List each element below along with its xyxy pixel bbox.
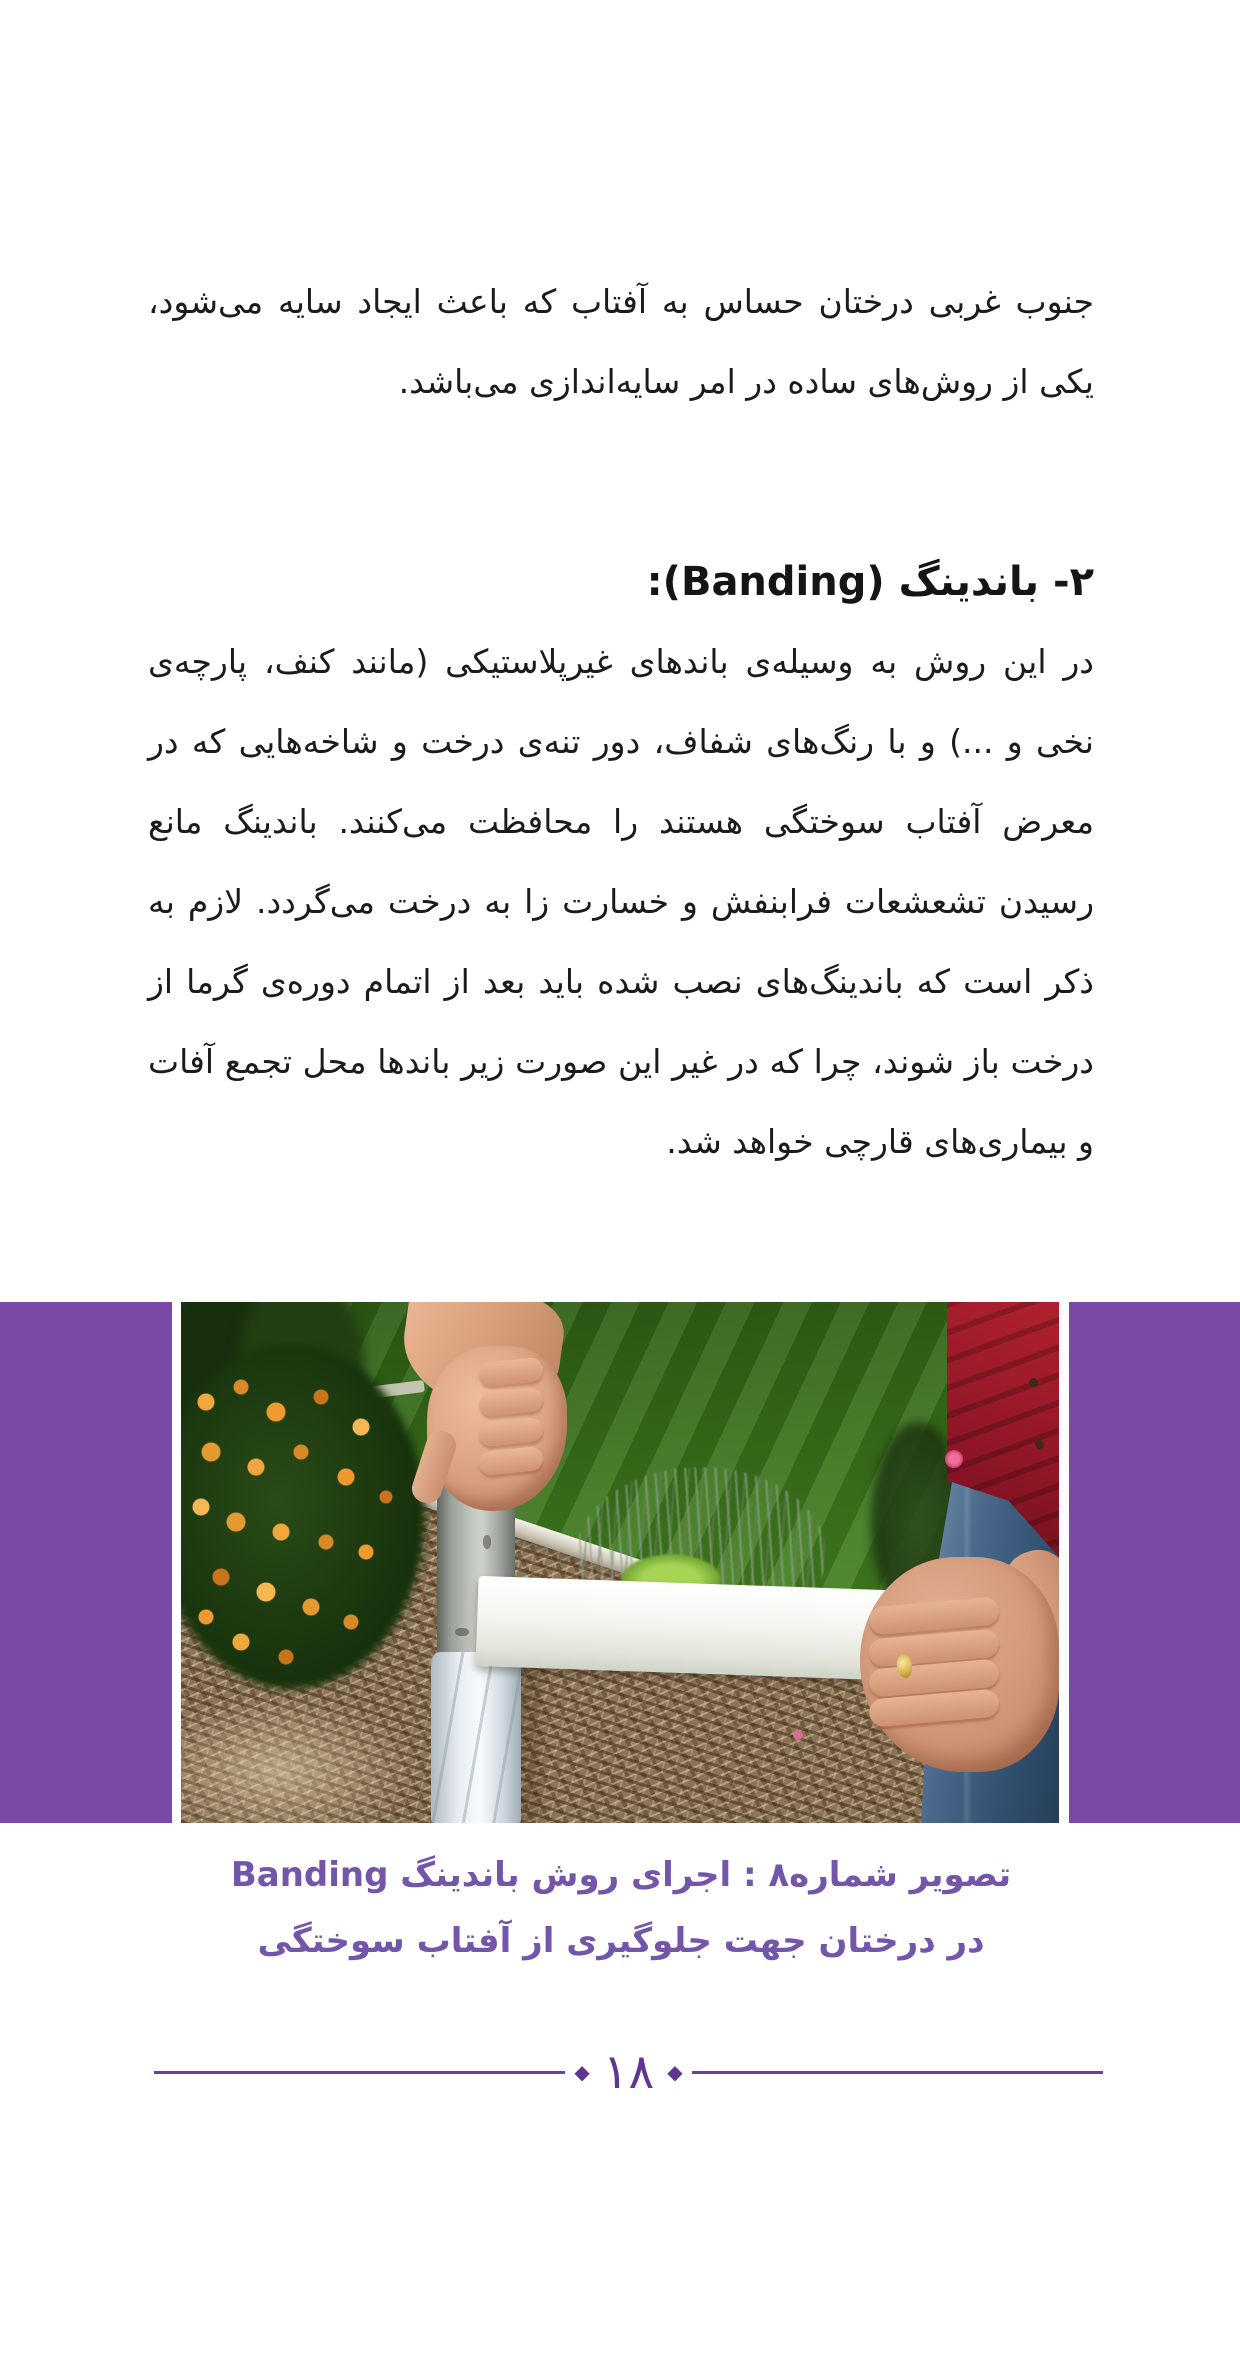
shirt-button	[1029, 1378, 1038, 1387]
paragraph-intro: جنوب غربی درختان حساس به آفتاب که باعث ایجاد سایه می‌شود، یکی از روش‌های ساده در امر سایه‌اندازی می‌باشد.	[148, 282, 1094, 401]
garden-photo	[181, 1302, 1059, 1823]
diamond-icon: ◆	[574, 2060, 590, 2084]
light-mulch-patch	[181, 1692, 421, 1823]
figure-caption	[148, 1842, 1094, 1974]
pink-flower	[945, 1450, 963, 1468]
purple-bar-right	[1069, 1302, 1240, 1823]
figure-banding	[0, 1302, 1240, 1823]
section-heading-banding: ۲- باندینگ (Banding):	[646, 559, 1094, 605]
footer-rule-left	[154, 2071, 565, 2074]
page-footer	[154, 2046, 1103, 2098]
pink-petal	[793, 1730, 803, 1740]
paragraph-banding: در این روش به وسیله‌ی باندهای غیرپلاستیکی (مانند کنف، پارچه‌ی نخی و ...) و با رنگ‌های شفاف، دور تنه‌ی درخت و شاخه‌هایی که در معرض آفتاب سوختگی هستند را محافظت می‌کنند. باندینگ مانع رسیدن تشعشعات فرابنفش و خسارت زا به درخت می‌گردد. لازم به ذکر است که باندینگ‌های نصب شده باید بعد از اتمام دوره‌ی گرما از درخت باز شوند، چرا که در غیر این صورت زیر باندها محل تجمع آفات و بیماری‌های قارچی خواهد شد.	[148, 642, 1094, 1161]
orange-flowers	[181, 1357, 421, 1687]
page-number: ۱۸	[602, 2044, 655, 2100]
footer-rule-right	[692, 2071, 1103, 2074]
figure-caption-line2: در درختان جهت جلوگیری از آفتاب سوختگی	[257, 1921, 985, 1961]
diamond-icon: ◆	[667, 2060, 683, 2084]
purple-bar-left	[0, 1302, 172, 1823]
figure-caption-line1: تصویر شماره۸ : اجرای روش باندینگ Banding	[230, 1855, 1012, 1895]
shirt-button	[1035, 1440, 1044, 1449]
trunk-band-wrap	[431, 1652, 521, 1823]
